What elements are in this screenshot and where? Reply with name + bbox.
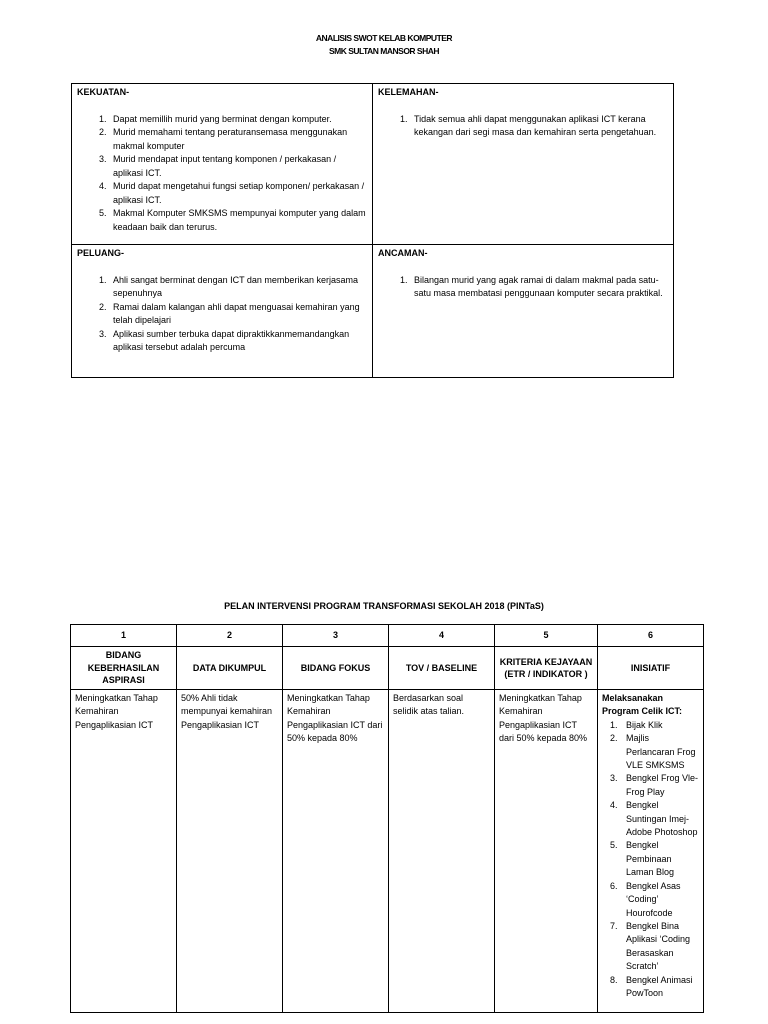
cell-inisiatif bbox=[598, 690, 704, 1013]
list-item: 3. Murid mendapat input tentang komponen / perkakasan / aplikasi ICT. bbox=[109, 153, 367, 180]
col-number: 5 bbox=[495, 625, 598, 647]
list-item: 2. Ramai dalam kalangan ahli dapat menguasai kemahiran yang telah dipelajari bbox=[109, 301, 367, 328]
school-name: SMK SULTAN MANSOR SHAH bbox=[328, 46, 440, 56]
list-item: 4. Bengkel Suntingan Imej-Adobe Photoshop bbox=[620, 799, 699, 839]
weaknesses-cell bbox=[373, 84, 674, 245]
col-number: 2 bbox=[177, 625, 283, 647]
initiative-title: Melaksanakan Program Celik ICT: bbox=[602, 693, 683, 717]
col-number: 3 bbox=[283, 625, 389, 647]
swot-table bbox=[71, 83, 674, 378]
cell-tov-baseline: Berdasarkan soal selidik atas talian. bbox=[389, 690, 495, 1013]
weaknesses-list bbox=[378, 113, 668, 140]
opportunities-list bbox=[77, 274, 367, 355]
list-item: 4. Murid dapat mengetahui fungsi setiap komponen/ perkakasan / aplikasi ICT. bbox=[109, 180, 367, 207]
list-item: 1. Tidak semua ahli dapat menggunakan aplikasi ICT kerana kekangan dari segi masa dan kemahiran serta pengetahuan. bbox=[410, 113, 668, 140]
header-tov-baseline: TOV / BASELINE bbox=[389, 647, 495, 690]
list-item: 2. Murid memahami tentang peraturansemasa menggunakan makmal komputer bbox=[109, 126, 367, 153]
strengths-cell bbox=[72, 84, 373, 245]
initiatives-list bbox=[602, 719, 699, 1001]
list-item: 6. Bengkel Asas ‘Coding’ Hourofcode bbox=[620, 880, 699, 920]
strengths-list bbox=[77, 113, 367, 235]
cell-kriteria-kejayaan: Meningkatkan Tahap Kemahiran Pengaplikasian ICT dari 50% kepada 80% bbox=[495, 690, 598, 1013]
list-item: 1. Bijak Klik bbox=[620, 719, 699, 732]
list-item: 5. Makmal Komputer SMKSMS mempunyai komputer yang dalam keadaan baik dan terurus. bbox=[109, 207, 367, 234]
threats-list bbox=[378, 274, 668, 301]
list-item: 2. Majlis Perlancaran Frog VLE SMKSMS bbox=[620, 732, 699, 772]
cell-data-dikumpul: 50% Ahli tidak mempunyai kemahiran Pengaplikasian ICT bbox=[177, 690, 283, 1013]
cell-bidang-keberhasilan: Meningkatkan Tahap Kemahiran Pengaplikasian ICT bbox=[71, 690, 177, 1013]
opportunities-cell bbox=[72, 245, 373, 378]
col-number: 1 bbox=[71, 625, 177, 647]
pintas-table bbox=[70, 624, 704, 1013]
list-item: 5. Bengkel Pembinaan Laman Blog bbox=[620, 839, 699, 879]
header-bidang-fokus: BIDANG FOKUS bbox=[283, 647, 389, 690]
col-number: 4 bbox=[389, 625, 495, 647]
header-bidang-keberhasilan: BIDANG KEBERHASILAN ASPIRASI bbox=[71, 647, 177, 690]
cell-bidang-fokus: Meningkatkan Tahap Kemahiran Pengaplikasian ICT dari 50% kepada 80% bbox=[283, 690, 389, 1013]
opportunities-heading: PELUANG- bbox=[77, 248, 124, 258]
header-data-dikumpul: DATA DIKUMPUL bbox=[177, 647, 283, 690]
threats-cell bbox=[373, 245, 674, 378]
list-item: 3. Aplikasi sumber terbuka dapat dipraktikkanmemandangkan aplikasi tersebut adalah percuma bbox=[109, 328, 367, 355]
header-inisiatif: INISIATIF bbox=[598, 647, 704, 690]
strengths-heading: KEKUATAN- bbox=[77, 87, 130, 97]
threats-heading: ANCAMAN- bbox=[378, 248, 428, 258]
pintas-title: PELAN INTERVENSI PROGRAM TRANSFORMASI SEKOLAH 2018 (PINTaS) bbox=[224, 601, 544, 611]
list-item: 1. Dapat memillih murid yang berminat dengan komputer. bbox=[109, 113, 367, 127]
weaknesses-heading: KELEMAHAN- bbox=[378, 87, 439, 97]
list-item: 3. Bengkel Frog Vle-Frog Play bbox=[620, 772, 699, 799]
header-kriteria-kejayaan: KRITERIA KEJAYAAN (ETR / INDIKATOR ) bbox=[495, 647, 598, 690]
list-item: 1. Ahli sangat berminat dengan ICT dan memberikan kerjasama sepenuhnya bbox=[109, 274, 367, 301]
list-item: 1. Bilangan murid yang agak ramai di dalam makmal pada satu-satu masa membatasi penggunaan komputer secara praktikal. bbox=[410, 274, 668, 301]
swot-title: ANALISIS SWOT KELAB KOMPUTER bbox=[315, 33, 453, 43]
col-number: 6 bbox=[598, 625, 704, 647]
list-item: 8. Bengkel Animasi PowToon bbox=[620, 974, 699, 1001]
list-item: 7. Bengkel Bina Aplikasi ‘Coding Berasaskan Scratch’ bbox=[620, 920, 699, 974]
